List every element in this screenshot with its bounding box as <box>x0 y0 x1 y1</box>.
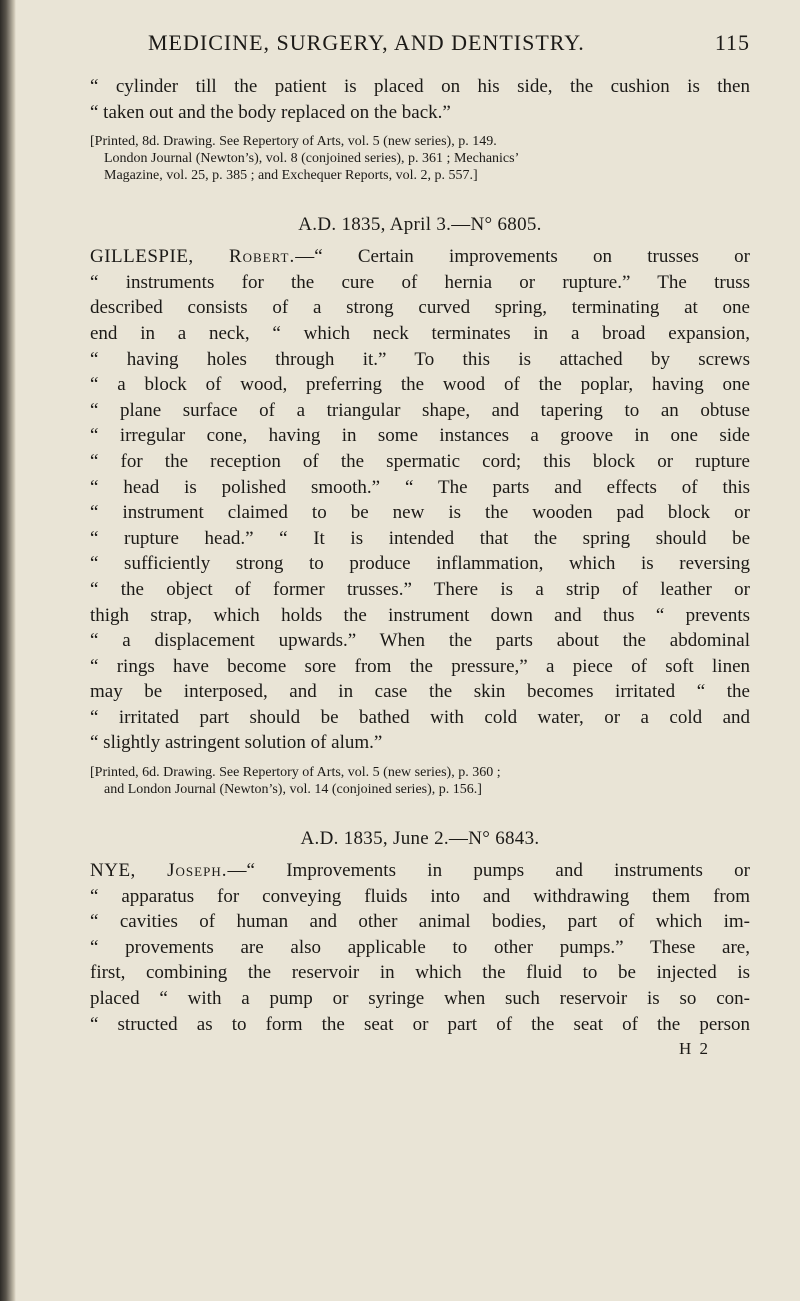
text-line: “ cavities of human and other animal bodies, part of which im- <box>90 911 750 933</box>
text-line: “ for the reception of the spermatic cord; this block or rupture <box>90 450 750 472</box>
text-line: “ provements are also applicable to other pumps.” These are, <box>90 936 750 958</box>
text-line: described consists of a strong curved spring, terminating at one <box>90 297 750 319</box>
text-line: GILLESPIE, Robert.—“ Certain improvements on trusses or <box>90 246 751 268</box>
text-line: “ head is polished smooth.” “ The parts and effects of this <box>90 476 750 498</box>
text-line: “ irritated part should be bathed with cold water, or a cold and <box>90 706 750 728</box>
entry-paragraph <box>90 244 750 756</box>
text-line: “ cylinder till the patient is placed on his side, the cushion is then <box>90 76 750 97</box>
text-line: first, combining the reservoir in which the fluid to be injected is <box>90 962 750 984</box>
citation-note <box>90 133 750 184</box>
note-line: [Printed, 6d. Drawing. See Repertory of Arts, vol. 5 (new series), p. 360 ; <box>90 765 501 781</box>
entry-paragraph <box>90 858 750 1037</box>
text-line: “ rings have become sore from the pressure,” a piece of soft linen <box>90 655 750 677</box>
text-line: end in a neck, “ which neck terminates in a broad expansion, <box>90 322 750 344</box>
signature-mark: H 2 <box>678 1039 710 1059</box>
text-line: “ slightly astringent solution of alum.” <box>90 732 383 754</box>
note-line: London Journal (Newton’s), vol. 8 (conjoined series), p. 361 ; Mechanics’ <box>104 151 520 167</box>
text-line: may be interposed, and in case the skin becomes irritated “ the <box>90 681 750 703</box>
text-line: “ the object of former trusses.” There is a strip of leather or <box>90 578 750 600</box>
book-page <box>90 30 750 1059</box>
patentee-forename: Robert. <box>228 246 296 268</box>
text-line: “ irregular cone, having in some instances a groove in one side <box>90 425 750 447</box>
text-line: “ plane surface of a triangular shape, and tapering to an obtuse <box>90 399 750 421</box>
text-line: “ instrument claimed to be new is the wooden pad block or <box>90 502 750 524</box>
note-line: Magazine, vol. 25, p. 385 ; and Exchequer Reports, vol. 2, p. 557.] <box>104 168 478 184</box>
book-spine-shadow <box>0 0 16 1301</box>
running-header <box>90 30 750 56</box>
citation-note <box>90 764 750 798</box>
text-line: “ instruments for the cure of hernia or rupture.” The truss <box>90 271 750 293</box>
entry-heading: A.D. 1835, April 3.—N° 6805. <box>298 214 542 236</box>
text-line: “ apparatus for conveying fluids into and withdrawing them from <box>90 885 750 907</box>
page-number: 115 <box>714 30 750 55</box>
running-title: MEDICINE, SURGERY, AND DENTISTRY. <box>148 30 585 55</box>
text-line: “ structed as to form the seat or part of the seat of the person <box>90 1013 750 1035</box>
continuation-paragraph <box>90 74 750 125</box>
text-line: “ a block of wood, preferring the wood of the poplar, having one <box>90 374 750 396</box>
text-line: “ a displacement upwards.” When the parts about the abdominal <box>90 630 750 652</box>
patentee-surname: GILLESPIE, <box>90 246 194 268</box>
text-line: thigh strap, which holds the instrument down and thus “ prevents <box>90 604 750 626</box>
note-line: [Printed, 8d. Drawing. See Repertory of Arts, vol. 5 (new series), p. 149. <box>90 134 497 150</box>
text-line: “ rupture head.” “ It is intended that the spring should be <box>90 527 750 549</box>
entry-heading: A.D. 1835, June 2.—N° 6843. <box>300 828 540 850</box>
text-line: “ sufficiently strong to produce inflammation, which is reversing <box>90 553 750 575</box>
note-line: and London Journal (Newton’s), vol. 14 (conjoined series), p. 156.] <box>104 782 482 798</box>
text-line: placed “ with a pump or syringe when such reservoir is so con- <box>90 988 750 1010</box>
text-line: “ taken out and the body replaced on the back.” <box>90 101 451 123</box>
text-line: “ having holes through it.” To this is attached by screws <box>90 348 750 370</box>
patentee-forename: Joseph. <box>167 860 228 882</box>
patentee-surname: NYE, <box>90 860 136 882</box>
text-line: NYE, Joseph.—“ Improvements in pumps and instruments or <box>90 860 750 882</box>
